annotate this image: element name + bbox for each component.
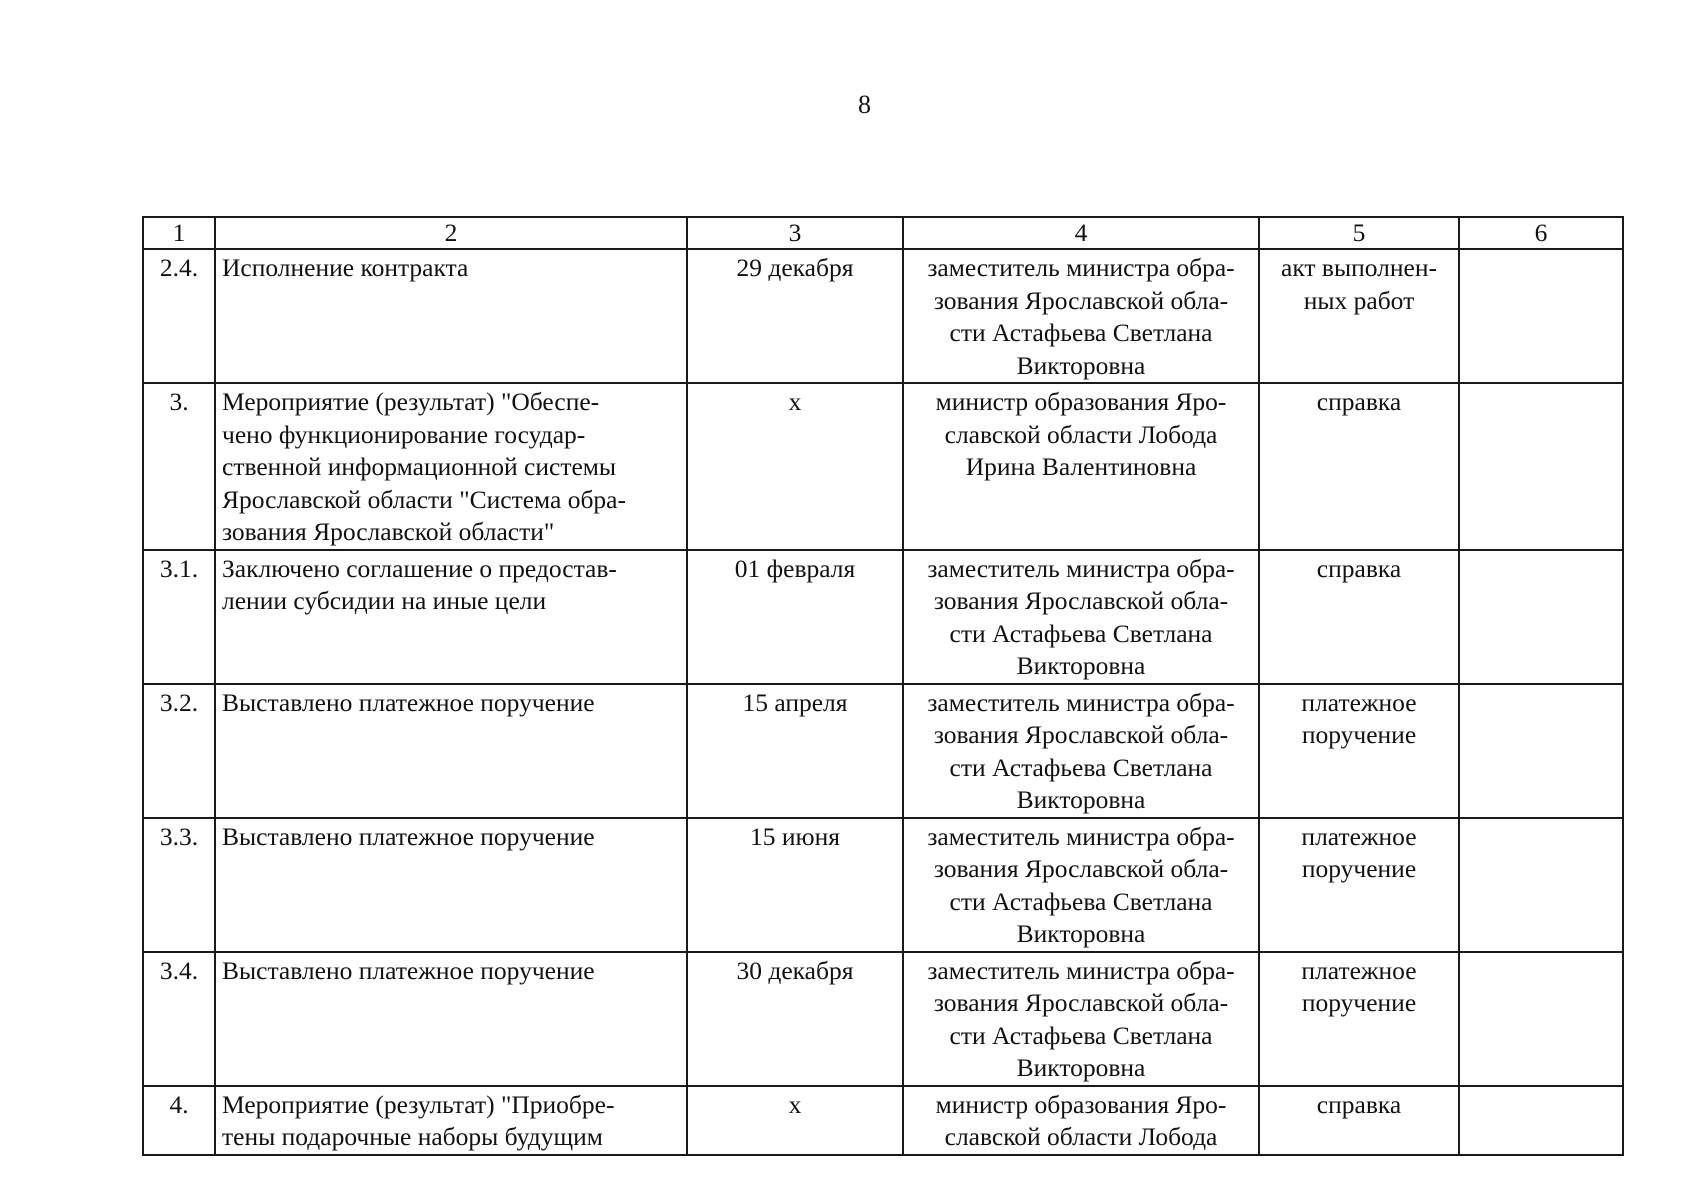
table-row (143, 249, 1623, 383)
responsible-person: заместитель министра обра- зования Ярославской обла- сти Астафьева Светлана Викторовна (903, 952, 1259, 1086)
responsible-person: министр образования Яро- славской области Лобода (903, 1086, 1259, 1155)
responsible-person: заместитель министра обра- зования Ярославской обла- сти Астафьева Светлана Викторовна (903, 550, 1259, 684)
column-header: 3 (687, 217, 903, 249)
event-name: Мероприятие (результат) "Приобре- тены подарочные наборы будущим (215, 1086, 687, 1155)
event-name: Выставлено платежное поручение (215, 818, 687, 952)
note-cell (1459, 550, 1623, 684)
note-cell (1459, 249, 1623, 383)
table-row (143, 1086, 1623, 1155)
confirming-document: платежное поручение (1259, 818, 1459, 952)
row-number: 4. (143, 1086, 215, 1155)
row-number: 3.2. (143, 684, 215, 818)
confirming-document: платежное поручение (1259, 684, 1459, 818)
table-row (143, 952, 1623, 1086)
note-cell (1459, 952, 1623, 1086)
confirming-document: акт выполнен- ных работ (1259, 249, 1459, 383)
event-name: Выставлено платежное поручение (215, 952, 687, 1086)
note-cell (1459, 1086, 1623, 1155)
event-name: Исполнение контракта (215, 249, 687, 383)
row-number: 3.3. (143, 818, 215, 952)
column-header: 2 (215, 217, 687, 249)
confirming-document: справка (1259, 383, 1459, 550)
page-number: 8 (858, 90, 871, 119)
table-header-row (143, 217, 1623, 249)
row-number: 3.4. (143, 952, 215, 1086)
confirming-document: справка (1259, 550, 1459, 684)
deadline: 30 декабря (687, 952, 903, 1086)
column-header: 6 (1459, 217, 1623, 249)
note-cell (1459, 684, 1623, 818)
event-name: Выставлено платежное поручение (215, 684, 687, 818)
column-header: 5 (1259, 217, 1459, 249)
confirming-document: справка (1259, 1086, 1459, 1155)
row-number: 3. (143, 383, 215, 550)
note-cell (1459, 383, 1623, 550)
responsible-person: заместитель министра обра- зования Ярославской обла- сти Астафьева Светлана Викторовна (903, 684, 1259, 818)
responsible-person: заместитель министра обра- зования Ярославской обла- сти Астафьева Светлана Викторовна (903, 249, 1259, 383)
deadline: 01 февраля (687, 550, 903, 684)
column-header: 1 (143, 217, 215, 249)
note-cell (1459, 818, 1623, 952)
deadline: 15 апреля (687, 684, 903, 818)
responsible-person: заместитель министра обра- зования Ярославской обла- сти Астафьева Светлана Викторовна (903, 818, 1259, 952)
responsible-person: министр образования Яро- славской области Лобода Ирина Валентиновна (903, 383, 1259, 550)
deadline: 15 июня (687, 818, 903, 952)
column-header: 4 (903, 217, 1259, 249)
deadline: х (687, 1086, 903, 1155)
row-number: 2.4. (143, 249, 215, 383)
event-name: Мероприятие (результат) "Обеспе- чено функционирование государ- ственной информационной системы Ярославской области "Система обра- зования Ярославской области" (215, 383, 687, 550)
table-row (143, 684, 1623, 818)
row-number: 3.1. (143, 550, 215, 684)
table-row (143, 818, 1623, 952)
deadline: х (687, 383, 903, 550)
table-row (143, 550, 1623, 684)
plan-table (142, 216, 1624, 1156)
deadline: 29 декабря (687, 249, 903, 383)
event-name: Заключено соглашение о предостав- лении субсидии на иные цели (215, 550, 687, 684)
table-row (143, 383, 1623, 550)
confirming-document: платежное поручение (1259, 952, 1459, 1086)
